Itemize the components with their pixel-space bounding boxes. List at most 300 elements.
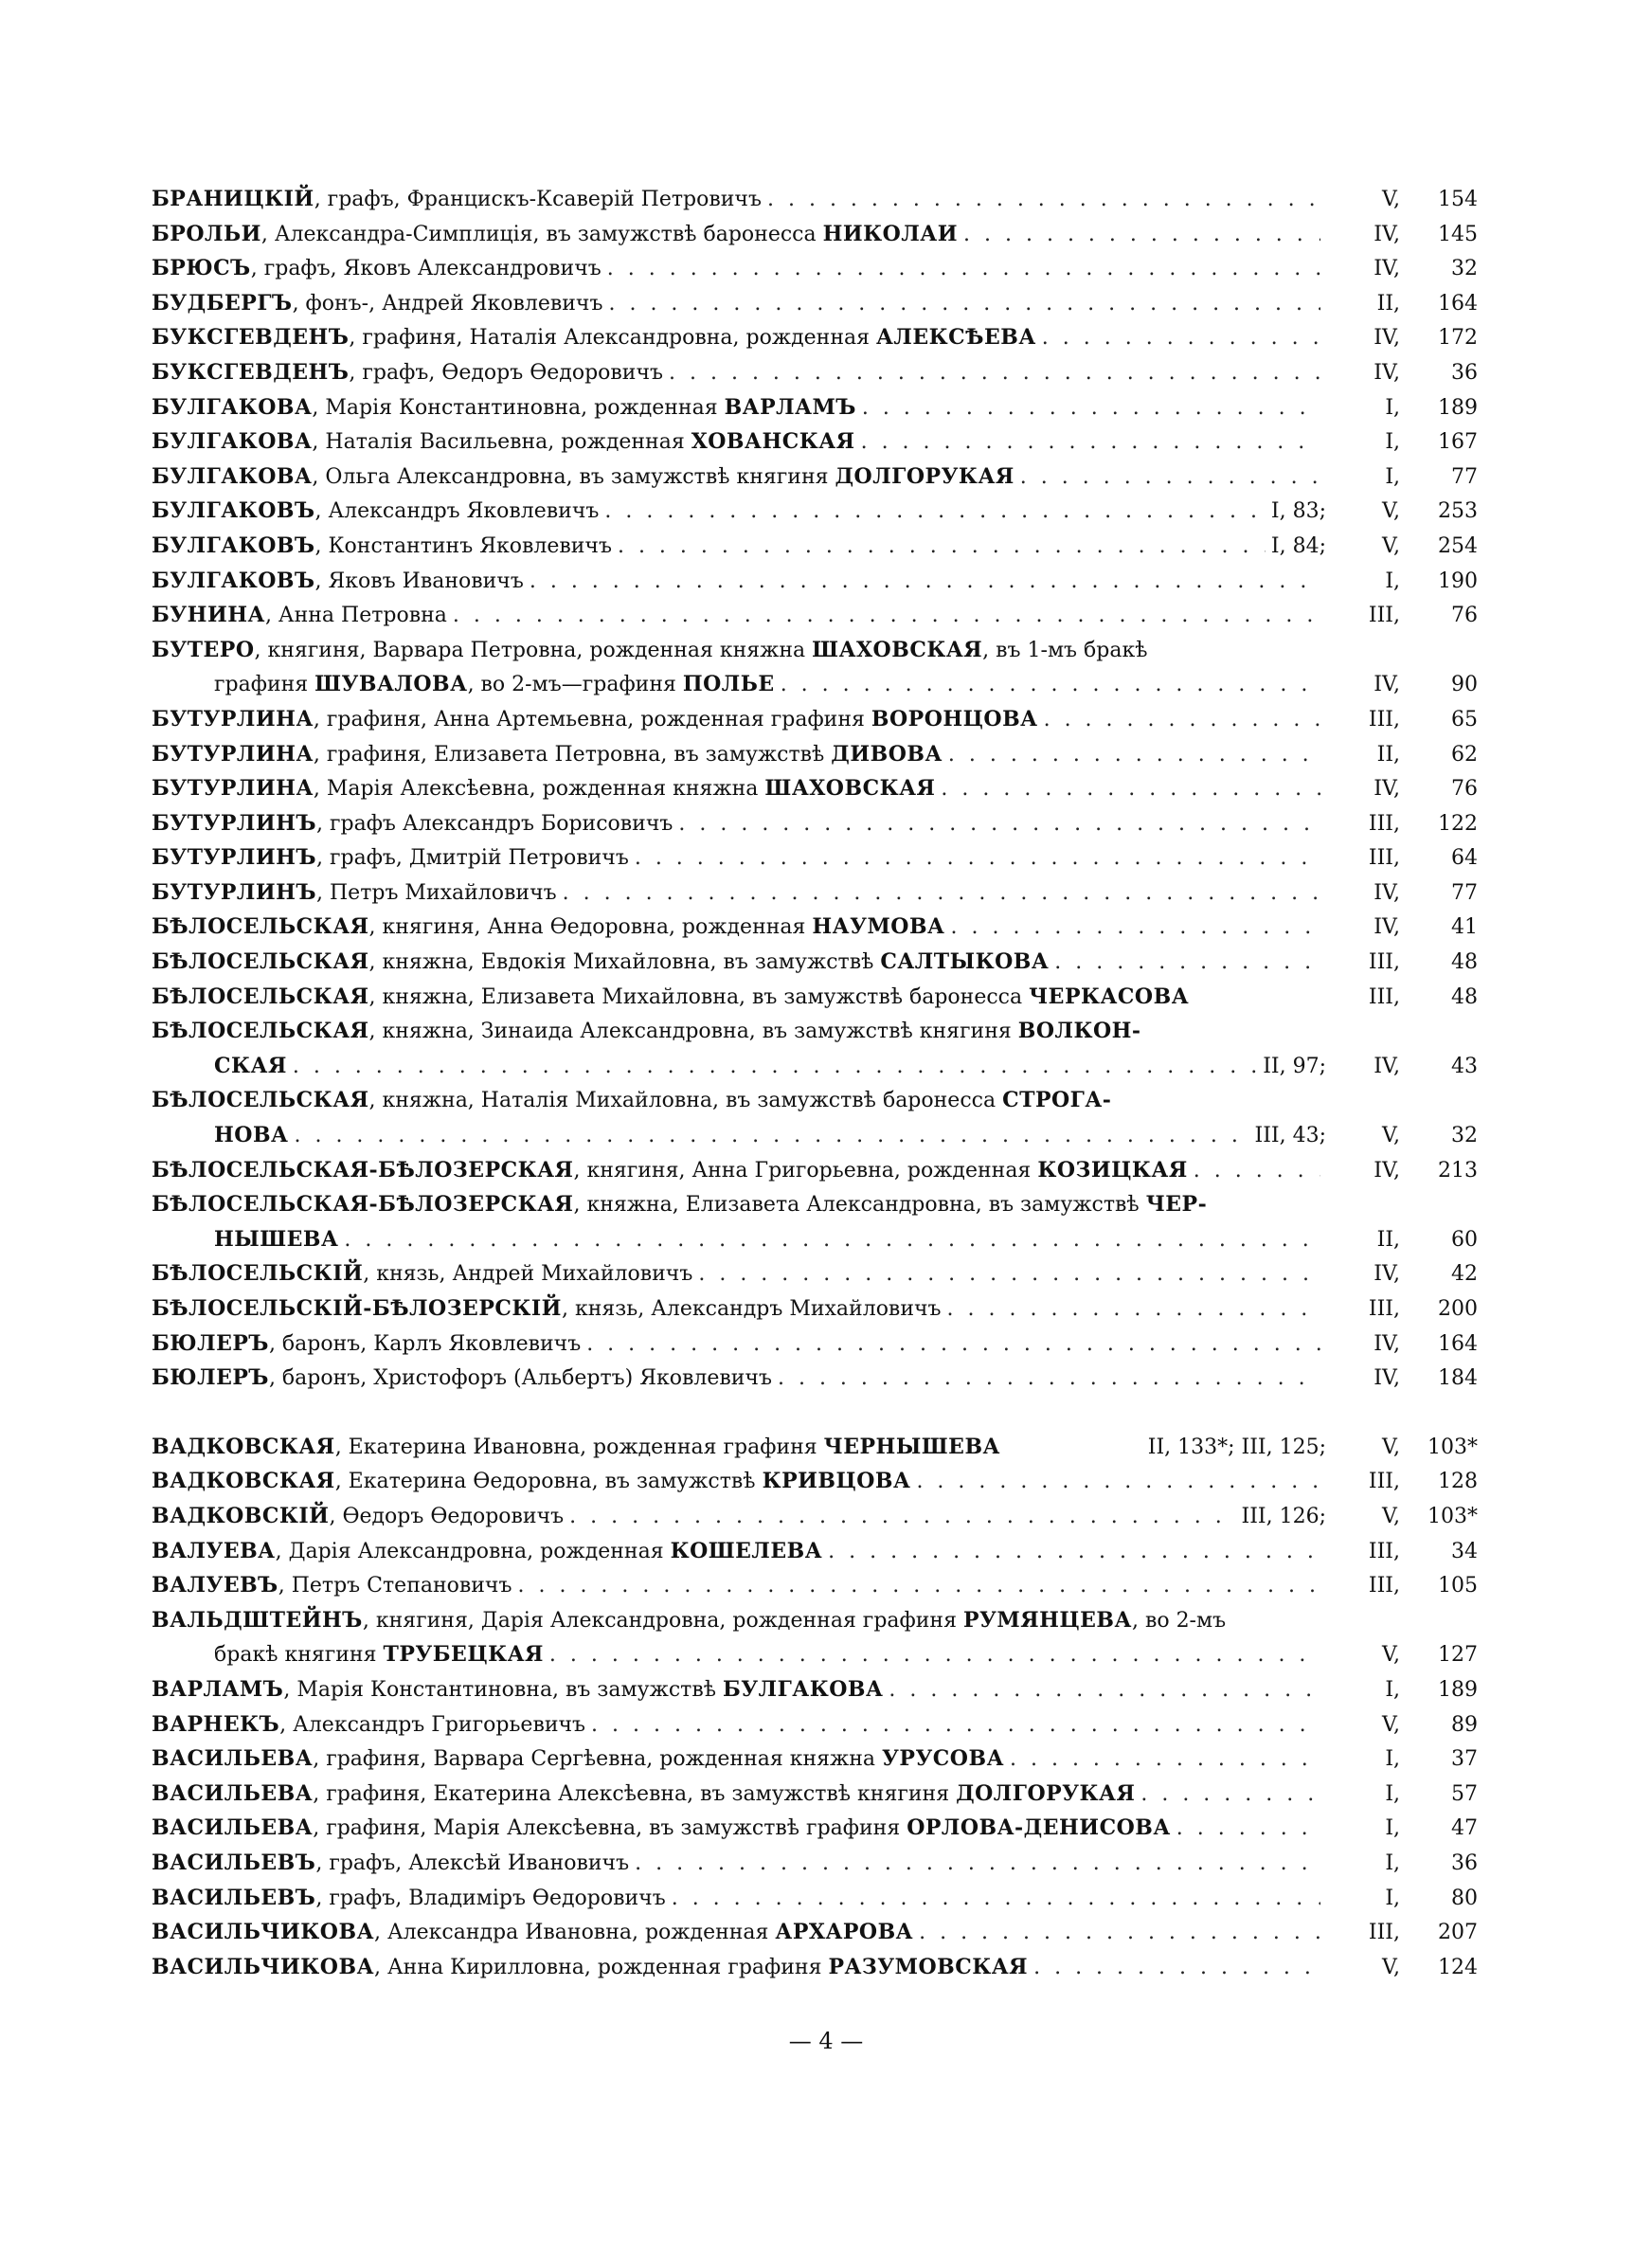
- entry-description: , графъ, Владиміръ Ѳедоровичъ: [315, 1886, 666, 1910]
- index-entry: [152, 876, 1478, 911]
- entry-volume: II,: [1376, 1227, 1400, 1252]
- entry-linked-name: ВАРЛАМЪ: [724, 394, 856, 420]
- dot-leader: [1054, 946, 1320, 981]
- entry-description: , князь, Андрей Михайловичъ: [363, 1262, 693, 1287]
- entry-name: [152, 1603, 1226, 1639]
- entry-name: [152, 460, 1015, 496]
- entry-surname: БѢЛОСЕЛЬСКАЯ: [152, 949, 369, 975]
- dot-leader: [941, 772, 1320, 807]
- entry-surname: ВАЛУЕВА: [152, 1538, 276, 1563]
- entry-linked-name: ШУВАЛОВА: [314, 672, 468, 697]
- index-entry: [152, 529, 1478, 564]
- entry-name: [152, 1256, 692, 1292]
- entry-description: , Наталія Васильевна, рожденная: [312, 430, 691, 455]
- entry-volume: IV,: [1374, 326, 1400, 351]
- entry-page: 164: [1438, 1331, 1478, 1356]
- index-entry: [152, 737, 1478, 772]
- entry-description: , графъ, Францискъ-Ксаверій Петровичъ: [314, 188, 762, 211]
- dot-leader: [344, 1223, 1320, 1258]
- entry-surname: БУТУРЛИНЪ: [152, 810, 316, 836]
- entry-volume: I,: [1385, 1816, 1400, 1841]
- entry-name: [152, 1327, 581, 1363]
- index-entry: [152, 286, 1478, 321]
- index-entry: [152, 1915, 1478, 1950]
- dot-leader: [861, 425, 1320, 460]
- entry-volume: III,: [1368, 604, 1400, 628]
- entry-description: , баронъ, Карлъ Яковлевичъ: [268, 1331, 582, 1356]
- entry-extra-reference: I, 83;: [1270, 499, 1326, 524]
- entry-description: , княжна, Зинаида Александровна, въ замужствѣ княгиня: [368, 1020, 1018, 1044]
- index-entry: [152, 494, 1478, 529]
- entry-surname: ВАЛЬДШТЕЙНЪ: [152, 1607, 363, 1633]
- entry-page: 42: [1451, 1262, 1478, 1287]
- entry-linked-name: САЛТЫКОВА: [880, 949, 1050, 975]
- entry-description: , Александра-Симплиція, въ замужствѣ баронесса: [260, 222, 823, 246]
- entry-extra-reference: I, 84;: [1270, 533, 1326, 558]
- entry-name: [152, 840, 629, 876]
- index-entry: [152, 1742, 1478, 1777]
- index-entry: [152, 1153, 1478, 1188]
- entry-name: [152, 1083, 1111, 1119]
- index-entry: [152, 182, 1478, 217]
- entry-page: 76: [1451, 777, 1478, 802]
- entry-linked-name: ДОЛГОРУКАЯ: [835, 463, 1015, 489]
- dot-leader: [778, 1362, 1320, 1397]
- entry-description: , Дарія Александровна, рожденная: [275, 1539, 671, 1563]
- entry-linked-name: ВОЛКОН-: [1017, 1019, 1141, 1044]
- entry-surname: БУТУРЛИНЪ: [152, 845, 316, 871]
- index-entry: [152, 840, 1478, 876]
- entry-linked-name: ЧЕРНЫШЕВА: [823, 1434, 1000, 1459]
- entry-description: , Петръ Степановичъ: [278, 1574, 512, 1598]
- entry-surname: ВАДКОВСКАЯ: [152, 1434, 335, 1459]
- dot-leader: [947, 1292, 1320, 1327]
- index-entry: [152, 1777, 1478, 1812]
- entry-surname: БЮЛЕРЪ: [152, 1365, 269, 1391]
- entry-volume: IV,: [1374, 1331, 1400, 1356]
- entry-volume: IV,: [1374, 257, 1400, 281]
- entry-linked-name: НИКОЛАИ: [822, 221, 959, 246]
- entry-page: 254: [1438, 533, 1478, 558]
- entry-page: 124: [1438, 1955, 1478, 1979]
- entry-volume: I,: [1385, 1677, 1400, 1702]
- entry-linked-name: РУМЯНЦЕВА: [962, 1607, 1132, 1633]
- entry-volume: III,: [1368, 1574, 1400, 1598]
- index-entry-continuation: [152, 1637, 1478, 1672]
- entry-page: 213: [1438, 1158, 1478, 1183]
- entry-page: 127: [1438, 1643, 1478, 1668]
- entry-page: 77: [1451, 464, 1478, 489]
- entry-linked-name: АРХАРОВА: [775, 1920, 914, 1945]
- entry-description: , княгиня, Варвара Петровна, рожденная княжна: [254, 638, 813, 662]
- entry-extra-reference: III, 126;: [1241, 1504, 1326, 1528]
- entry-name: [152, 1153, 1188, 1189]
- entry-page: 103*: [1428, 1435, 1478, 1459]
- entry-page: 77: [1451, 880, 1478, 905]
- entry-volume: IV,: [1374, 222, 1400, 246]
- entry-volume: I,: [1385, 1851, 1400, 1875]
- entry-description: , Марія Константиновна, рожденная: [312, 395, 725, 420]
- entry-page: 145: [1438, 222, 1478, 246]
- entry-linked-name: РАЗУМОВСКАЯ: [828, 1954, 1029, 1979]
- entry-description: , во 2-мъ: [1131, 1608, 1227, 1633]
- entry-volume: III,: [1368, 811, 1400, 836]
- entry-surname: БѢЛОСЕЛЬСКАЯ: [152, 1088, 369, 1113]
- entry-name: [152, 633, 1148, 669]
- index-entry: [152, 1881, 1478, 1916]
- entry-page: 189: [1438, 395, 1478, 420]
- entry-surname: ВАСИЛЬЕВА: [152, 1780, 314, 1806]
- entry-description: , графъ, Ѳедоръ Ѳедоровичъ: [349, 360, 663, 385]
- entry-page: 122: [1438, 811, 1478, 836]
- entry-page: 32: [1451, 257, 1478, 281]
- entry-volume: II,: [1376, 291, 1400, 316]
- entry-surname: ВАСИЛЬЕВЪ: [152, 1885, 316, 1910]
- entry-surname: БУТУРЛИНА: [152, 741, 314, 767]
- dot-leader: [1010, 1742, 1320, 1778]
- entry-page: 89: [1451, 1712, 1478, 1737]
- entry-name: [152, 1707, 585, 1743]
- entry-name: [152, 182, 762, 218]
- dot-leader: [1033, 1951, 1320, 1986]
- entry-page: 103*: [1428, 1504, 1478, 1528]
- entry-surname: БУЛГАКОВА: [152, 429, 313, 455]
- index-entry: [152, 217, 1478, 252]
- index-entry: [152, 460, 1478, 495]
- entry-surname: БУЛГАКОВА: [152, 463, 313, 489]
- entry-linked-name: АЛЕКСѢЕВА: [875, 325, 1036, 351]
- entry-volume: V,: [1381, 1435, 1400, 1459]
- entry-description: , княжна, Елизавета Михайловна, въ замужствѣ баронесса: [368, 984, 1030, 1009]
- entry-description: , во 2-мъ—графиня: [467, 673, 683, 697]
- entry-description: , графъ Александръ Борисовичъ: [316, 811, 673, 836]
- dot-leader: [698, 1257, 1320, 1292]
- entry-surname: БУЛГАКОВЪ: [152, 568, 315, 593]
- entry-page: 190: [1438, 569, 1478, 593]
- index-entry: [152, 1811, 1478, 1846]
- entry-name: [152, 980, 1189, 1016]
- entry-surname: БРОЛЬИ: [152, 221, 261, 246]
- entry-volume: V,: [1381, 1955, 1400, 1979]
- index-entry: [152, 1707, 1478, 1742]
- entry-page: 167: [1438, 430, 1478, 455]
- entry-description: , графиня, Анна Артемьевна, рожденная графиня: [313, 707, 871, 731]
- entry-surname: ВАРНЕКЪ: [152, 1711, 280, 1737]
- entry-description: , графиня, Наталія Александровна, рожденная: [349, 326, 876, 351]
- entry-name: [152, 1672, 883, 1708]
- entry-surname: ВАЛУЕВЪ: [152, 1573, 278, 1598]
- entry-surname: ВАДКОВСКАЯ: [152, 1469, 335, 1494]
- entry-name: [152, 771, 935, 807]
- entry-linked-name: ЧЕР-: [1145, 1192, 1208, 1218]
- entry-name: [152, 876, 557, 912]
- entry-name: [214, 667, 775, 703]
- entry-name: [152, 286, 602, 322]
- entry-description: , Александръ Яковлевичъ: [314, 499, 600, 524]
- entry-description: графиня: [214, 673, 315, 697]
- entry-volume: III,: [1368, 1921, 1400, 1945]
- index-entry: [152, 1430, 1478, 1465]
- entry-surname: БѢЛОСЕЛЬСКІЙ: [152, 1261, 364, 1287]
- entry-volume: I,: [1385, 430, 1400, 455]
- entry-volume: IV,: [1374, 1054, 1400, 1078]
- entry-name: [214, 1118, 288, 1154]
- entry-page: 200: [1438, 1297, 1478, 1321]
- index-entry: [152, 598, 1478, 633]
- entry-name: [152, 424, 855, 460]
- entry-description: , княгиня, Анна Григорьевна, рожденная: [573, 1158, 1038, 1183]
- index-entry: [152, 1361, 1478, 1396]
- entry-linked-name: ТРУБЕЦКАЯ: [383, 1642, 544, 1668]
- entry-volume: V,: [1381, 1124, 1400, 1148]
- entry-name: [152, 1534, 822, 1570]
- entry-volume: I,: [1385, 569, 1400, 593]
- entry-volume: III,: [1368, 846, 1400, 871]
- entry-volume: I,: [1385, 1747, 1400, 1772]
- entry-description: , Екатерина Ѳедоровна, въ замужствѣ: [334, 1470, 763, 1494]
- entry-surname: БѢЛОСЕЛЬСКАЯ: [152, 914, 369, 940]
- entry-name: [152, 320, 1036, 356]
- entry-description: , Марія Алексѣевна, рожденная княжна: [313, 777, 765, 802]
- index-entry: [152, 1846, 1478, 1881]
- entry-surname: БУЛГАКОВА: [152, 394, 313, 420]
- entry-name: [152, 945, 1049, 981]
- dot-leader: [1020, 460, 1320, 496]
- entry-description: , Александръ Григорьевичъ: [279, 1712, 586, 1737]
- dot-leader: [608, 287, 1320, 322]
- entry-name: [152, 1499, 564, 1535]
- index-entry: [152, 564, 1478, 599]
- dot-leader: [569, 1500, 1235, 1535]
- entry-description: , фонъ-, Андрей Яковлевичъ: [292, 291, 603, 316]
- entry-linked-name: ДОЛГОРУКАЯ: [956, 1780, 1136, 1806]
- entry-linked-name: СКАЯ: [214, 1053, 287, 1078]
- dot-leader: [781, 668, 1320, 703]
- entry-surname: БѢЛОСЕЛЬСКІЙ-БѢЛОЗЕРСКІЙ: [152, 1296, 562, 1321]
- entry-volume: III,: [1368, 950, 1400, 975]
- entry-page: 62: [1451, 742, 1478, 767]
- index-entry-continuation: [152, 667, 1478, 702]
- entry-name: [152, 355, 663, 391]
- dot-leader: [1194, 1154, 1320, 1189]
- dot-leader: [1140, 1778, 1320, 1813]
- index-entry: [152, 771, 1478, 806]
- index-entry: [152, 320, 1478, 355]
- entry-surname: ВАСИЛЬЕВА: [152, 1746, 314, 1772]
- index-entry: [152, 806, 1478, 841]
- entry-extra-reference: III, 43;: [1254, 1124, 1326, 1148]
- entry-name: [152, 1881, 666, 1917]
- entry-name: [152, 702, 1038, 738]
- dot-leader: [948, 738, 1320, 773]
- entry-page: 57: [1451, 1781, 1478, 1806]
- entry-description: , княгиня, Анна Ѳедоровна, рожденная: [368, 915, 813, 940]
- dot-leader: [916, 1465, 1320, 1500]
- entry-surname: БУДБЕРГЪ: [152, 290, 293, 316]
- entry-description: , графиня, Марія Алексѣевна, въ замужствѣ графиня: [313, 1816, 907, 1841]
- index-entry: [152, 1187, 1478, 1222]
- entry-description: , княжна, Елизавета Александровна, въ замужствѣ: [573, 1193, 1146, 1218]
- entry-description: , Екатерина Ивановна, рожденная графиня: [334, 1435, 824, 1459]
- index-entry-continuation: [152, 1118, 1478, 1153]
- index-entry: [152, 1256, 1478, 1291]
- entry-name: [152, 251, 602, 287]
- entry-description: , Анна Кирилловна, рожденная графиня: [373, 1955, 829, 1979]
- entry-description: , княгиня, Дарія Александровна, рожденная графиня: [362, 1608, 963, 1633]
- index-entry: [152, 1464, 1478, 1499]
- entry-description: , Ольга Александровна, въ замужствѣ княгиня: [312, 464, 835, 489]
- entry-page: 154: [1438, 188, 1478, 211]
- entry-page: 172: [1438, 326, 1478, 351]
- dot-leader: [563, 876, 1320, 912]
- dot-leader: [635, 841, 1320, 876]
- dot-leader: [453, 599, 1320, 634]
- entry-name: [152, 1777, 1135, 1813]
- index-entry: [152, 1950, 1478, 1985]
- entry-description: , Ѳедоръ Ѳедоровичъ: [329, 1504, 565, 1528]
- entry-linked-name: СТРОГА-: [1002, 1088, 1112, 1113]
- dot-leader: [767, 183, 1320, 218]
- entry-volume: I,: [1385, 464, 1400, 489]
- entry-name: [152, 1915, 913, 1951]
- dot-leader: [604, 495, 1266, 530]
- dot-leader: [549, 1638, 1320, 1673]
- entry-description: , княжна, Наталія Михайловна, въ замужствѣ баронесса: [368, 1089, 1003, 1113]
- entry-description: , Яковъ Ивановичъ: [314, 569, 524, 593]
- dot-leader: [293, 1050, 1257, 1085]
- entry-surname: БѢЛОСЕЛЬСКАЯ-БѢЛОЗЕРСКАЯ: [152, 1157, 574, 1183]
- entry-linked-name: НОВА: [214, 1123, 289, 1148]
- index-entry: [152, 390, 1478, 425]
- entry-linked-name: ХОВАНСКАЯ: [691, 429, 855, 455]
- entry-surname: ВАСИЛЬЕВЪ: [152, 1850, 316, 1875]
- dot-leader: [1176, 1812, 1320, 1847]
- entry-page: 253: [1438, 499, 1478, 524]
- index-entry: [152, 945, 1478, 980]
- index-entry: [152, 1568, 1478, 1603]
- entry-description: , князь, Александръ Михайловичъ: [561, 1297, 942, 1321]
- entry-page: 48: [1451, 950, 1478, 975]
- entry-linked-name: ОРЛОВА-ДЕНИСОВА: [907, 1815, 1171, 1841]
- index-entry: [152, 910, 1478, 945]
- dot-leader: [607, 252, 1320, 287]
- entry-volume: III,: [1368, 984, 1400, 1009]
- entry-page: 128: [1438, 1470, 1478, 1494]
- entry-volume: V,: [1381, 1504, 1400, 1528]
- entry-page: 65: [1451, 707, 1478, 731]
- entry-page: 36: [1451, 360, 1478, 385]
- entry-volume: IV,: [1374, 880, 1400, 905]
- entry-name: [152, 390, 856, 426]
- dot-leader: [618, 530, 1266, 565]
- entry-linked-name: ЧЕРКАСОВА: [1029, 984, 1190, 1009]
- entry-name: [152, 1568, 512, 1604]
- entry-surname: БУТУРЛИНА: [152, 776, 314, 802]
- entry-name: [152, 1742, 1004, 1778]
- entry-surname: БУТУРЛИНЪ: [152, 879, 316, 905]
- entry-page: 189: [1438, 1677, 1478, 1702]
- entry-name: [152, 1464, 910, 1500]
- index-entry: [152, 1672, 1478, 1707]
- entry-surname: БУКСГЕВДЕНЪ: [152, 325, 350, 351]
- entry-volume: III,: [1368, 1297, 1400, 1321]
- entry-name: [152, 737, 943, 773]
- dot-leader: [889, 1673, 1320, 1708]
- entry-linked-name: УРУСОВА: [882, 1746, 1004, 1772]
- entry-name: [152, 1811, 1171, 1847]
- dot-leader: [517, 1569, 1320, 1604]
- index-entry: [152, 1603, 1478, 1638]
- entry-page: 47: [1451, 1816, 1478, 1841]
- index-entry: [152, 980, 1478, 1015]
- entry-volume: IV,: [1374, 360, 1400, 385]
- entry-surname: БРЮСЪ: [152, 256, 251, 281]
- index-entry: [152, 702, 1478, 737]
- entry-name: [152, 494, 599, 530]
- dot-leader: [828, 1535, 1320, 1570]
- index-entry-continuation: [152, 1222, 1478, 1257]
- entry-page: 60: [1451, 1227, 1478, 1252]
- dot-leader: [862, 391, 1320, 426]
- entry-name: [152, 1846, 629, 1882]
- entry-description: бракѣ княгиня: [214, 1643, 384, 1668]
- dot-leader: [635, 1847, 1320, 1882]
- dot-leader: [1044, 703, 1320, 738]
- entry-page: 34: [1451, 1539, 1478, 1563]
- entry-surname: БУКСГЕВДЕНЪ: [152, 359, 350, 385]
- entry-page: 80: [1451, 1886, 1478, 1910]
- entry-volume: IV,: [1374, 777, 1400, 802]
- entry-page: 32: [1451, 1124, 1478, 1148]
- entry-name: [152, 1950, 1028, 1986]
- entry-name: [152, 217, 958, 253]
- entry-volume: IV,: [1374, 1158, 1400, 1183]
- entry-name: [214, 1637, 544, 1673]
- entry-volume: IV,: [1374, 1262, 1400, 1287]
- entry-surname: БЮЛЕРЪ: [152, 1330, 269, 1356]
- entry-page: 36: [1451, 1851, 1478, 1875]
- index-entry: [152, 1014, 1478, 1049]
- entry-linked-name: ШАХОВСКАЯ: [764, 776, 936, 802]
- entry-surname: БУЛГАКОВЪ: [152, 498, 315, 524]
- index-entry: [152, 1499, 1478, 1534]
- entry-linked-name: КРИВЦОВА: [762, 1469, 911, 1494]
- entry-volume: V,: [1381, 1643, 1400, 1668]
- dot-leader: [669, 356, 1320, 391]
- entry-volume: IV,: [1374, 1366, 1400, 1391]
- entry-linked-name: ДИВОВА: [831, 741, 943, 767]
- entry-name: [214, 1049, 287, 1085]
- entry-linked-name: КОШЕЛЕВА: [670, 1538, 823, 1563]
- entry-name: [152, 1187, 1207, 1223]
- entry-extra-reference: II, 97;: [1263, 1054, 1326, 1078]
- dot-leader: [294, 1119, 1248, 1154]
- entry-page: 41: [1451, 915, 1478, 940]
- dot-leader: [591, 1708, 1320, 1743]
- entry-description: , баронъ, Христофоръ (Альбертъ) Яковлевичъ: [268, 1366, 772, 1391]
- entry-name: [152, 529, 612, 565]
- entry-surname: ВАСИЛЬЕВА: [152, 1815, 314, 1841]
- entry-page: 64: [1451, 846, 1478, 871]
- entry-surname: ВАДКОВСКІЙ: [152, 1503, 330, 1528]
- entry-linked-name: ШАХОВСКАЯ: [812, 637, 983, 662]
- entry-name: [152, 1291, 942, 1327]
- entry-description: , графъ, Яковъ Александровичъ: [250, 257, 602, 281]
- name-index: [152, 182, 1478, 1984]
- entry-linked-name: КОЗИЦКАЯ: [1037, 1157, 1188, 1183]
- entry-page: 76: [1451, 604, 1478, 628]
- index-entry: [152, 1327, 1478, 1362]
